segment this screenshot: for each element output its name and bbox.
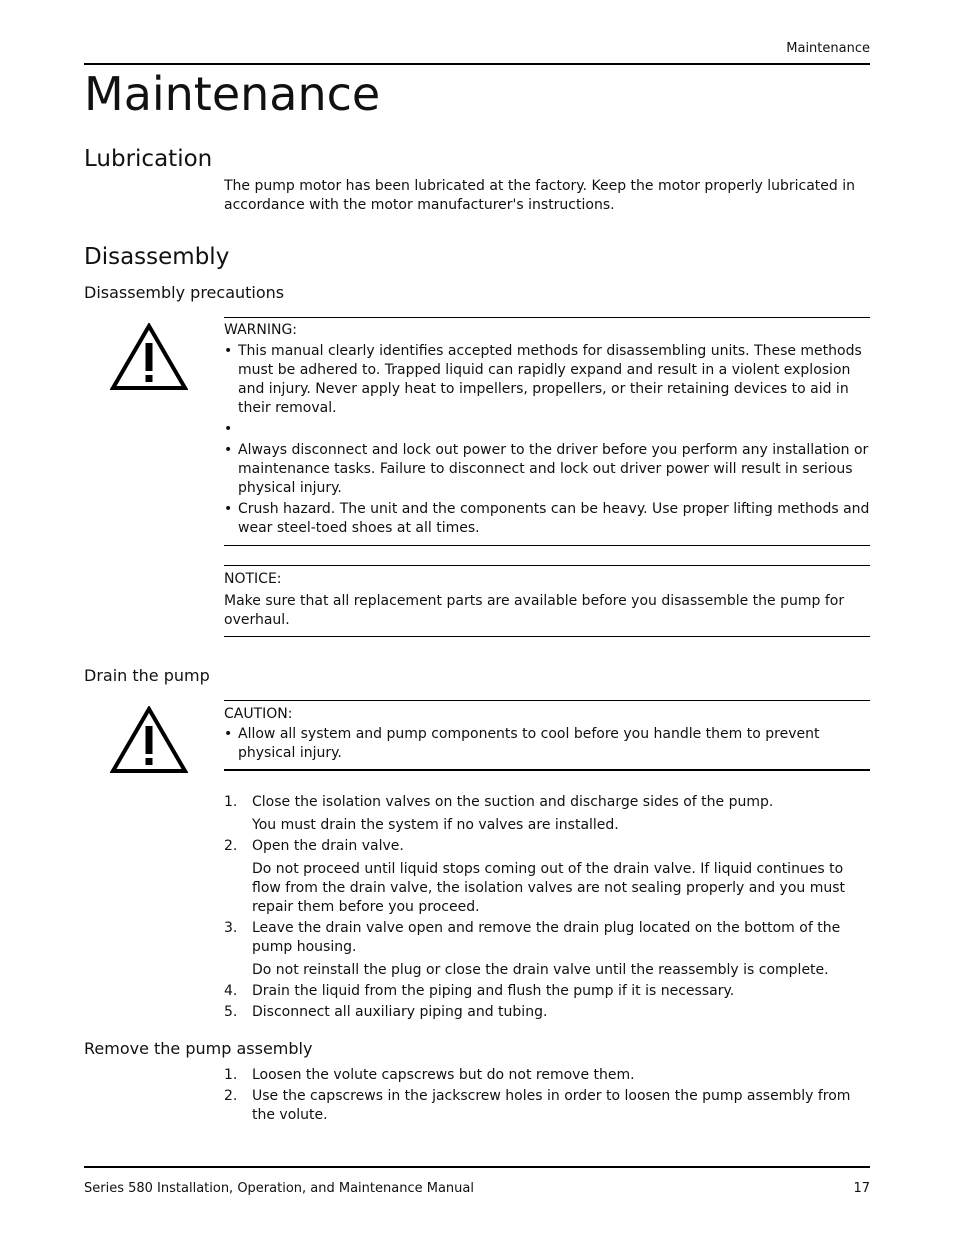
notice-bottom-rule <box>224 636 870 637</box>
warning-top-rule <box>224 317 870 318</box>
lubrication-heading: Lubrication <box>84 146 213 172</box>
disassembly-heading: Disassembly <box>84 244 230 270</box>
footer-rule <box>84 1166 870 1168</box>
step-item <box>224 1066 870 1085</box>
step-note: Do not proceed until liquid stops coming out of the drain valve. If liquid continues to flow from the drain valve, the isolation valves are not sealing properly and you must repair them before you proceed. <box>252 861 846 915</box>
warning-triangle-icon <box>110 706 188 774</box>
warning-item: • This manual clearly identifies accepted methods for disassembling units. These methods must be adhered to. Trapped liquid can rapidly expand and result in a violent explosion and injury. Never apply heat to impellers, propellers, or their retaining devices to aid in their removal. <box>224 342 870 418</box>
step-number: 5. <box>224 1004 238 1020</box>
remove-steps <box>224 1066 870 1127</box>
step-note: Do not reinstall the plug or close the drain valve until the reassembly is complete. <box>252 962 829 978</box>
caution-bottom-rule <box>224 769 870 771</box>
step-text: Use the capscrews in the jackscrew holes in order to loosen the pump assembly from the volute. <box>252 1088 851 1123</box>
precautions-heading: Disassembly precautions <box>84 283 285 302</box>
warning-list <box>224 342 870 540</box>
caution-list <box>224 725 870 765</box>
step-number: 1. <box>224 794 238 810</box>
step-text: Leave the drain valve open and remove the drain plug located on the bottom of the pump housing. <box>252 920 841 955</box>
running-header: Maintenance <box>786 41 870 56</box>
caution-top-rule <box>224 700 870 701</box>
notice-text: Make sure that all replacement parts are available before you disassemble the pump for overhaul. <box>224 593 845 628</box>
step-item <box>224 919 870 980</box>
warning-item <box>224 420 870 439</box>
step-item <box>224 793 870 835</box>
notice-top-rule <box>224 565 870 566</box>
warning-item: • Crush hazard. The unit and the components can be heavy. Use proper lifting methods and wear steel-toed shoes at all times. <box>224 500 870 538</box>
warning-label: WARNING: <box>224 322 298 338</box>
step-text: Drain the liquid from the piping and flush the pump if it is necessary. <box>252 983 735 999</box>
warning-triangle-icon <box>110 323 188 391</box>
step-item <box>224 1003 870 1022</box>
step-number: 4. <box>224 983 238 999</box>
step-number: 2. <box>224 838 238 854</box>
step-item <box>224 837 870 917</box>
step-text: Close the isolation valves on the suction and discharge sides of the pump. <box>252 794 774 810</box>
caution-item: • Allow all system and pump components to cool before you handle them to prevent physical injury. <box>224 725 870 763</box>
step-number: 1. <box>224 1067 238 1083</box>
step-number: 3. <box>224 920 238 936</box>
step-text: Open the drain valve. <box>252 838 404 854</box>
lubrication-text: The pump motor has been lubricated at the factory. Keep the motor properly lubricated in accordance with the motor manufacturer's instructions. <box>224 178 855 213</box>
step-number: 2. <box>224 1088 238 1104</box>
page-title: Maintenance <box>84 67 381 121</box>
step-text: Loosen the volute capscrews but do not remove them. <box>252 1067 635 1083</box>
header-rule <box>84 63 870 65</box>
drain-heading: Drain the pump <box>84 666 210 685</box>
step-item <box>224 1087 870 1125</box>
drain-steps <box>224 793 870 1024</box>
notice-label: NOTICE: <box>224 571 282 587</box>
caution-label: CAUTION: <box>224 706 293 722</box>
step-item <box>224 982 870 1001</box>
remove-heading: Remove the pump assembly <box>84 1039 313 1058</box>
step-note: You must drain the system if no valves are installed. <box>252 817 619 833</box>
warning-item: • Always disconnect and lock out power to the driver before you perform any installation or maintenance tasks. Failure to disconnect and lock out driver power will result in serious physical injury. <box>224 441 870 498</box>
warning-bottom-rule <box>224 545 870 546</box>
footer-manual-title: Series 580 Installation, Operation, and Maintenance Manual <box>84 1181 474 1196</box>
page-number: 17 <box>853 1181 870 1196</box>
step-text: Disconnect all auxiliary piping and tubing. <box>252 1004 548 1020</box>
